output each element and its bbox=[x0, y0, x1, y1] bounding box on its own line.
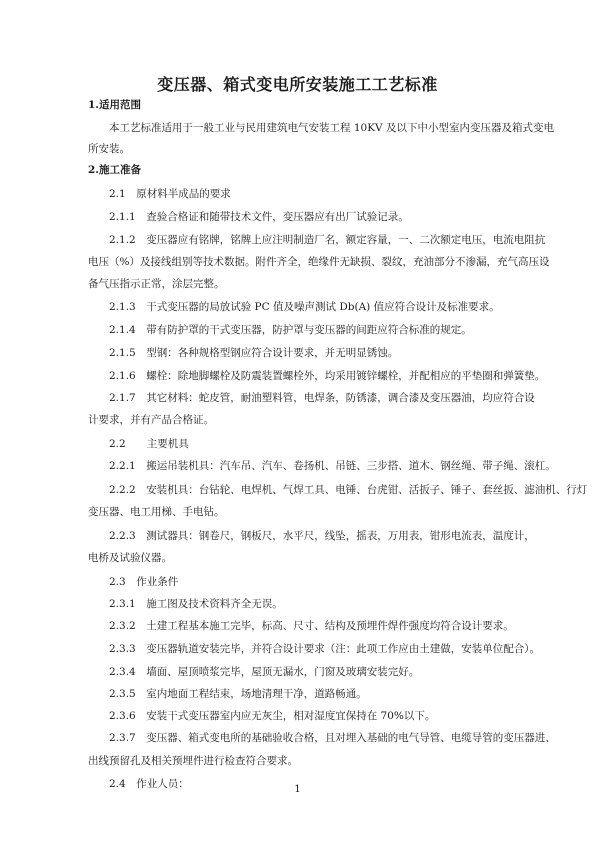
text-line: 变压器、电工用梯、手电钻。 bbox=[88, 506, 225, 518]
text-line: 电桥及试验仪器。 bbox=[88, 552, 172, 564]
text-line: 2.1 原材料半成品的要求 bbox=[88, 188, 231, 200]
text-line: 2.3.3 变压器轨道安装完毕，并符合设计要求（注：此项工作应由土建做，安装单位配合）。 bbox=[88, 643, 540, 655]
text-line: 2.2.2 安装机具：台钻轮、电焊机、气焊工具、电锤、台虎钳、活扳子、锤子、套丝扳、滤油机、行灯 bbox=[88, 484, 588, 496]
text-line: 2.3.4 墙面、屋顶喷浆完毕，屋顶无漏水，门窗及玻璃安装完好。 bbox=[88, 666, 420, 678]
text-line: 2.3 作业条件 bbox=[88, 576, 179, 588]
text-line: 2.1.6 螺栓：除地脚螺栓及防震装置螺栓外，均采用镀锌螺栓，并配相应的平垫圈和弹簧垫。 bbox=[88, 370, 546, 382]
text-line: 2.3.6 安装干式变压器室内应无灰尘，相对湿度宜保持在 70%以下。 bbox=[88, 710, 436, 722]
text-line: 2.3.2 土建工程基本施工完毕，标高、尺寸、结构及预埋件焊件强度均符合设计要求。 bbox=[88, 620, 514, 632]
text-line: 备气压指示正常，涂层完整。 bbox=[88, 278, 225, 290]
text-line: 2.1.1 查验合格证和随带技术文件，变压器应有出厂试验记录。 bbox=[88, 211, 409, 223]
text-line: 2.3.7 变压器、箱式变电所的基础验收合格，且对埋入基础的电气导管、电缆导管的变压器进、 bbox=[88, 732, 556, 744]
text-line: 2.2.3 测试器具：钢卷尺，钢板尺，水平尺，线坠，摇表，万用表，钳形电流表，温度计， bbox=[88, 530, 535, 542]
text-line: 2.2 主要机具 bbox=[88, 438, 189, 450]
text-line: 2.1.4 带有防护罩的干式变压器，防护罩与变压器的间距应符合标准的规定。 bbox=[88, 324, 472, 336]
text-line: 2.1.5 型钢：各种规格型钢应符合设计要求，并无明显锈蚀。 bbox=[88, 347, 399, 359]
section-heading: 1.适用范围 bbox=[88, 99, 141, 111]
text-line: 2.4 作业人员： bbox=[88, 778, 189, 790]
text-line: 电压（%）及接线组别等技术数据。附件齐全，绝缘件无缺损、裂纹，充油部分不渗漏，充气高压设 bbox=[88, 256, 550, 268]
page-number: 1 bbox=[294, 784, 301, 795]
text-line: 2.1.3 干式变压器的局放试验 PC 值及噪声测试 Db(A) 值应符合设计及标准要求。 bbox=[88, 301, 500, 313]
text-line: 2.1.2 变压器应有铭牌，铭牌上应注明制造厂名，额定容量，一、二次额定电压，电流电阻抗 bbox=[88, 234, 546, 246]
text-line: 2.1.7 其它材料：蛇皮管，耐油塑料管，电焊条，防锈漆，调合漆及变压器油，均应符合设 bbox=[88, 392, 535, 404]
text-line: 2.3.5 室内地面工程结束，场地清理干净，道路畅通。 bbox=[88, 688, 367, 700]
text-line: 所安装。 bbox=[88, 143, 130, 155]
text-line: 出线预留孔及相关预埋件进行检查符合要求。 bbox=[88, 755, 298, 767]
document-title: 变压器、箱式变电所安装施工工艺标准 bbox=[157, 75, 438, 94]
text-line: 2.3.1 施工图及技术资料齐全无误。 bbox=[88, 598, 283, 610]
text-line: 本工艺标准适用于一般工业与民用建筑电气安装工程 10KV 及以下中小型室内变压器及箱式变电 bbox=[88, 122, 554, 134]
section-heading: 2.施工准备 bbox=[88, 164, 141, 176]
text-line: 计要求，并有产品合格证。 bbox=[88, 414, 214, 426]
text-line: 2.2.1 搬运吊装机具：汽车吊、汽车、卷扬机、吊链、三步搭、道木、钢丝绳、带子绳、滚杠。 bbox=[88, 460, 556, 472]
